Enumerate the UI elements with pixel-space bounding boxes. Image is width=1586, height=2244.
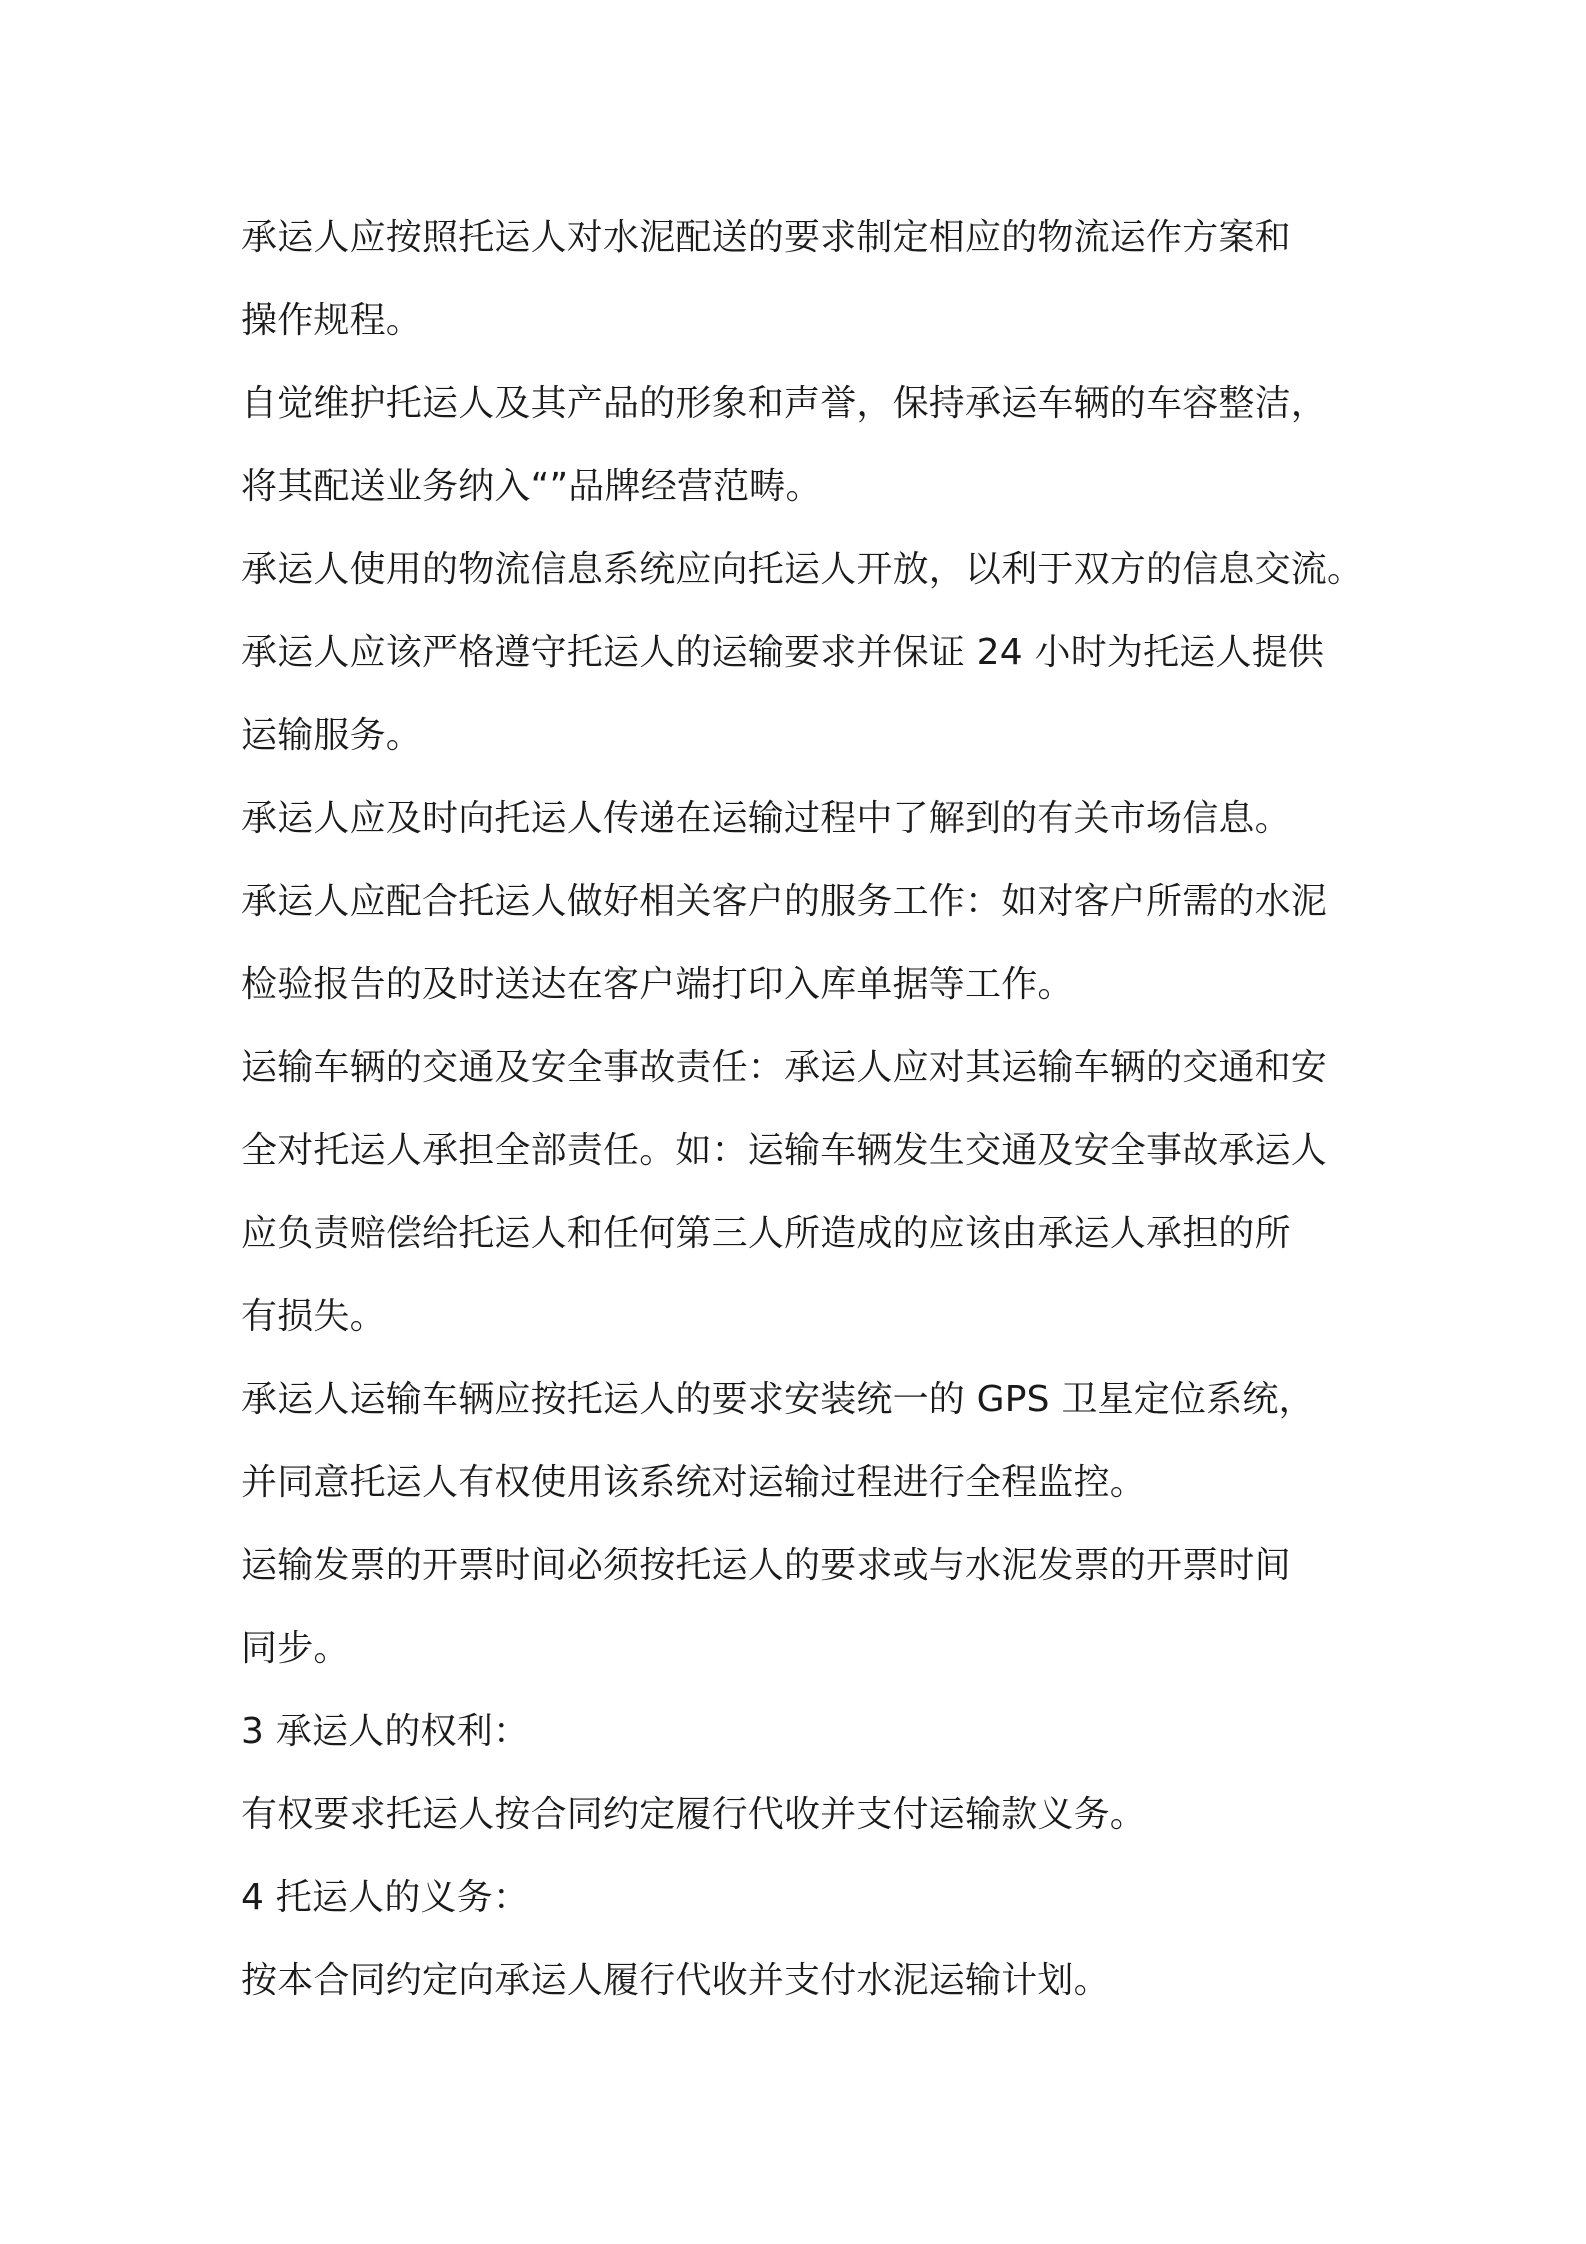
text-line: 承运人使用的物流信息系统应向托运人开放，以利于双方的信息交流。 <box>241 549 1364 590</box>
text-line: 应负责赔偿给托运人和任何第三人所造成的应该由承运人承担的所 <box>241 1213 1291 1254</box>
section-heading-carrier-rights: 3 承运人的权利： <box>241 1711 530 1752</box>
text-line: 有权要求托运人按合同约定履行代收并支付运输款义务。 <box>241 1794 1147 1835</box>
text-line: 将其配送业务纳入“”品牌经营范畴。 <box>241 466 822 507</box>
text-line: 检验报告的及时送达在客户端打印入库单据等工作。 <box>241 964 1074 1005</box>
text-line: 有损失。 <box>241 1296 386 1337</box>
text-line: 操作规程。 <box>241 300 423 341</box>
text-line: 承运人运输车辆应按托运人的要求安装统一的 GPS 卫星定位系统， <box>241 1379 1315 1420</box>
text-line: 按本合同约定向承运人履行代收并支付水泥运输计划。 <box>241 1960 1110 2001</box>
text-line: 运输服务。 <box>241 715 423 756</box>
text-line: 运输发票的开票时间必须按托运人的要求或与水泥发票的开票时间 <box>241 1545 1291 1586</box>
text-line: 并同意托运人有权使用该系统对运输过程进行全程监控。 <box>241 1462 1147 1503</box>
text-line: 承运人应配合托运人做好相关客户的服务工作：如对客户所需的水泥 <box>241 881 1328 922</box>
text-line: 全对托运人承担全部责任。如：运输车辆发生交通及安全事故承运人 <box>241 1130 1328 1171</box>
text-line: 自觉维护托运人及其产品的形象和声誉，保持承运车辆的车容整洁， <box>241 383 1328 424</box>
text-line: 承运人应该严格遵守托运人的运输要求并保证 24 小时为托运人提供 <box>241 632 1325 673</box>
text-line: 运输车辆的交通及安全事故责任：承运人应对其运输车辆的交通和安 <box>241 1047 1328 1088</box>
section-heading-shipper-obligations: 4 托运人的义务： <box>241 1877 530 1918</box>
text-line: 承运人应按照托运人对水泥配送的要求制定相应的物流运作方案和 <box>241 217 1291 258</box>
text-line: 同步。 <box>241 1628 350 1669</box>
document-body <box>241 196 1381 2022</box>
text-line: 承运人应及时向托运人传递在运输过程中了解到的有关市场信息。 <box>241 798 1291 839</box>
